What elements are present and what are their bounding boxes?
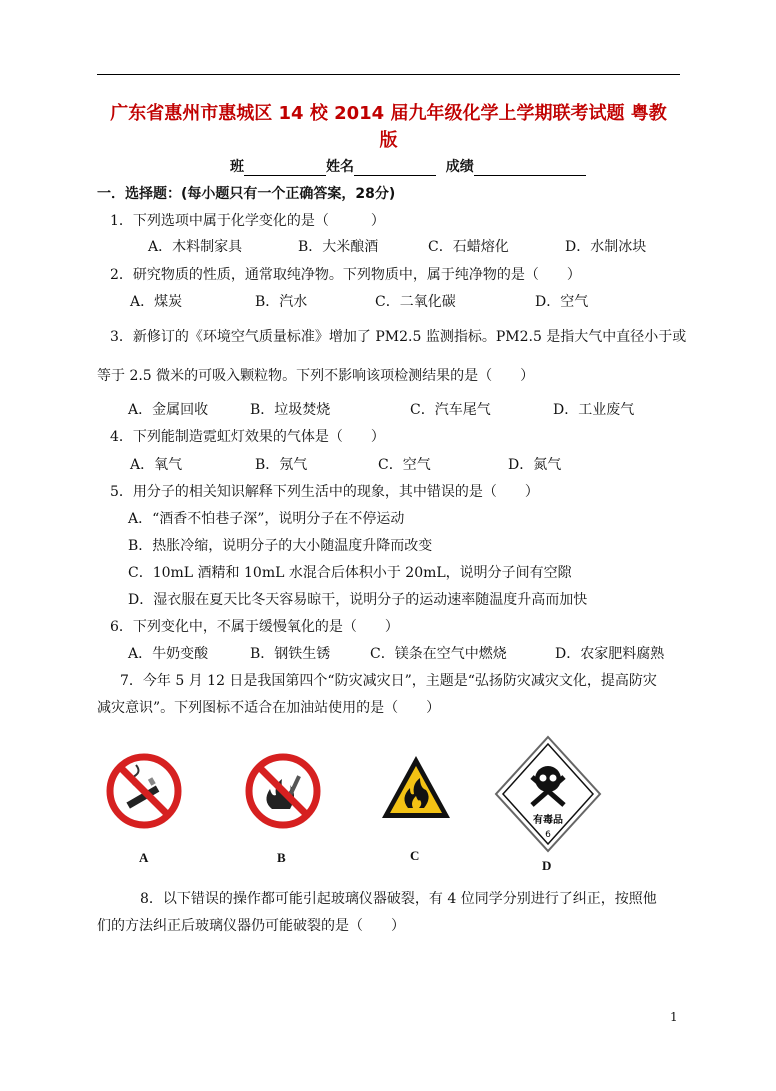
q4-option-b[interactable]: B．氖气 bbox=[255, 457, 308, 473]
page-number: 1 bbox=[670, 1010, 678, 1024]
toxic-class-number: 6 bbox=[545, 830, 551, 840]
no-open-flame-icon[interactable] bbox=[242, 747, 324, 837]
q5-stem: 5．用分子的相关知识解释下列生活中的现象，其中错误的是（ ） bbox=[110, 484, 539, 500]
q8-stem-line1: 8．以下错误的操作都可能引起玻璃仪器破裂，有 4 位同学分别进行了纠正，按照他 bbox=[140, 891, 657, 907]
q3-option-d[interactable]: D．工业废气 bbox=[553, 402, 635, 418]
name-blank[interactable] bbox=[354, 161, 436, 176]
q1-option-d[interactable]: D．水制冰块 bbox=[565, 239, 647, 255]
score-label: 成绩 bbox=[445, 159, 474, 175]
title-line-1: 广东省惠州市惠城区 14 校 2014 届九年级化学上学期联考试题 粤教 bbox=[110, 103, 667, 124]
q1-option-b[interactable]: B．大米酿酒 bbox=[298, 239, 379, 255]
q2-option-c[interactable]: C．二氧化碳 bbox=[375, 294, 456, 310]
icon-a-label: A bbox=[139, 850, 149, 865]
header-rule bbox=[97, 74, 680, 75]
class-label: 班 bbox=[230, 159, 244, 175]
q2-option-d[interactable]: D．空气 bbox=[535, 294, 589, 310]
q7-stem-line1: 7．今年 5 月 12 日是我国第四个“防灾减灾日”，主题是“弘扬防灾减灾文化，提高防灾 bbox=[120, 673, 657, 689]
score-blank[interactable] bbox=[474, 161, 586, 176]
q6-option-b[interactable]: B．钢铁生锈 bbox=[250, 646, 331, 662]
q6-option-d[interactable]: D．农家肥料腐熟 bbox=[555, 646, 665, 662]
q5-option-d[interactable]: D．湿衣服在夏天比冬天容易晾干，说明分子的运动速率随温度升高而加快 bbox=[128, 592, 588, 608]
q1-option-c[interactable]: C．石蜡熔化 bbox=[428, 239, 509, 255]
icon-d-label: D bbox=[542, 858, 552, 873]
q3-option-a[interactable]: A．金属回收 bbox=[128, 402, 209, 418]
q6-stem: 6．下列变化中，不属于缓慢氧化的是（ ） bbox=[110, 619, 399, 635]
student-info bbox=[230, 158, 586, 176]
title-line-2: 版 bbox=[379, 130, 398, 151]
q2-option-a[interactable]: A．煤炭 bbox=[130, 294, 183, 310]
q5-option-c[interactable]: C．10mL 酒精和 10mL 水混合后体积小于 20mL，说明分子间有空隙 bbox=[128, 565, 572, 581]
q8-stem-line2: 们的方法纠正后玻璃仪器仍可能破裂的是（ ） bbox=[97, 918, 405, 934]
q4-option-c[interactable]: C．空气 bbox=[378, 457, 431, 473]
q5-option-a[interactable]: A．“酒香不怕巷子深”，说明分子在不停运动 bbox=[128, 511, 405, 527]
q4-option-a[interactable]: A．氧气 bbox=[130, 457, 183, 473]
section-heading: 一．选择题：(每小题只有一个正确答案，28分) bbox=[97, 186, 396, 202]
q3-option-c[interactable]: C．汽车尾气 bbox=[410, 402, 491, 418]
class-blank[interactable] bbox=[244, 161, 326, 176]
q6-option-c[interactable]: C．镁条在空气中燃烧 bbox=[370, 646, 507, 662]
icon-c-label: C bbox=[410, 848, 420, 863]
q4-option-d[interactable]: D．氮气 bbox=[508, 457, 562, 473]
toxic-label-text: 有毒品 bbox=[533, 815, 563, 826]
q7-stem-line2: 减灾意识”。下列图标不适合在加油站使用的是（ ） bbox=[97, 700, 441, 716]
q4-stem: 4．下列能制造霓虹灯效果的气体是（ ） bbox=[110, 429, 385, 445]
toxic-substance-icon[interactable] bbox=[494, 735, 602, 853]
no-smoking-icon[interactable] bbox=[104, 747, 184, 837]
q3-option-b[interactable]: B．垃圾焚烧 bbox=[250, 402, 331, 418]
q2-stem: 2．研究物质的性质，通常取纯净物。下列物质中，属于纯净物的是（ ） bbox=[110, 267, 581, 283]
q3-stem-line2: 等于 2.5 微米的可吸入颗粒物。下列不影响该项检测结果的是（ ） bbox=[97, 368, 535, 384]
q6-option-a[interactable]: A．牛奶变酸 bbox=[128, 646, 209, 662]
q2-option-b[interactable]: B．汽水 bbox=[255, 294, 308, 310]
icon-b-label: B bbox=[277, 850, 286, 865]
flammable-warning-icon[interactable] bbox=[380, 752, 452, 824]
q5-option-b[interactable]: B．热胀冷缩，说明分子的大小随温度升降而改变 bbox=[128, 538, 433, 554]
q1-stem: 1．下列选项中属于化学变化的是（ ） bbox=[110, 213, 385, 229]
q1-option-a[interactable]: A．木料制家具 bbox=[148, 239, 243, 255]
q3-stem-line1: 3．新修订的《环境空气质量标准》增加了 PM2.5 监测指标。PM2.5 是指大气中直径小于或 bbox=[110, 329, 687, 345]
name-label: 姓名 bbox=[326, 159, 354, 175]
